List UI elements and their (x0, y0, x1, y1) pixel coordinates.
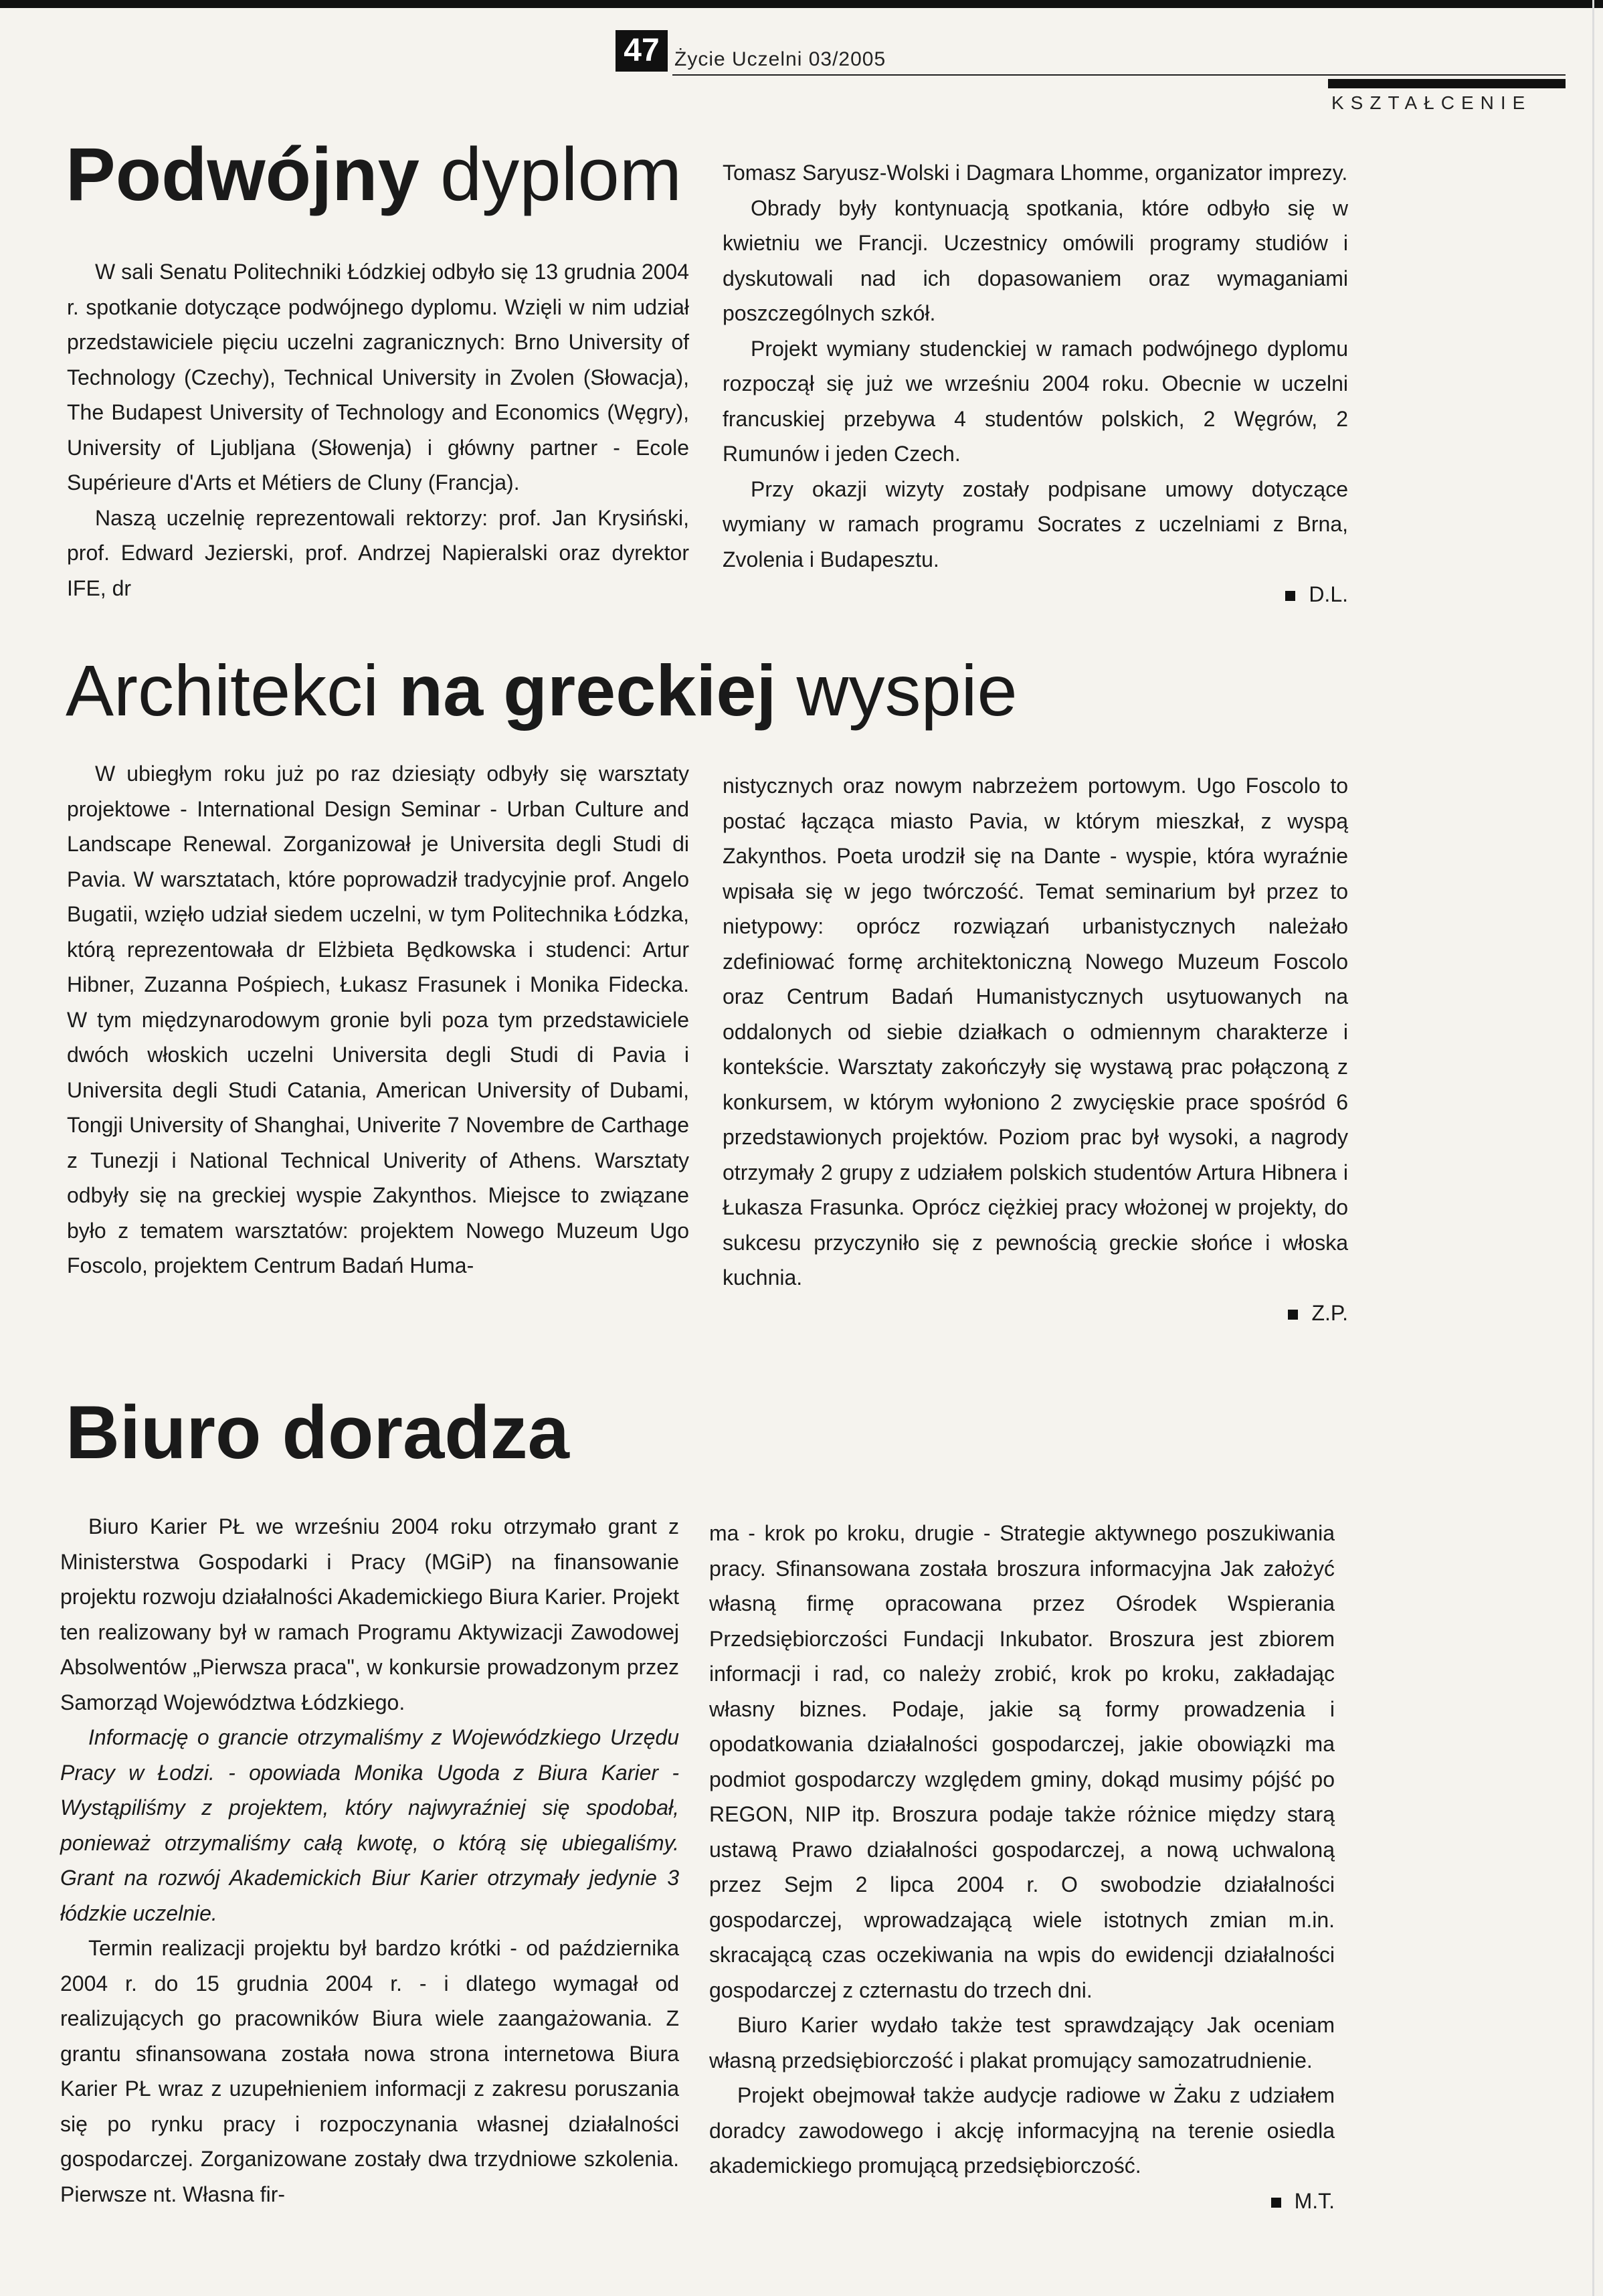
header-rule (672, 74, 1566, 76)
article3-signature: M.T. (709, 2184, 1335, 2219)
article3-paragraph: Termin realizacji projektu był bardzo krótki - od października 2004 r. do 15 grudnia 2004 r. - i dlatego wymagał od realizujących go pracowników Biura wiele zaangażowania. Z grantu sfinansowana została nowa strona internetowa Biura Karier PŁ wraz z uzupełnieniem informacji z zakresu poruszania się po rynku pracy i rozpoczynania własnej działalności gospodarczej. Zorganizowane zostały dwa trzydniowe szkolenia. Pierwsze nt. Własna fir- (60, 1936, 679, 2206)
article3-paragraph: Projekt obejmował także audycje radiowe w Żaku z udziałem doradcy zawodowego i akcję informacyjną na terenie osiedla akademickiego promującą przedsiębiorczość. (709, 2083, 1335, 2178)
article3-paragraph: Biuro Karier wydało także test sprawdzający Jak oceniam własną przedsiębiorczość i plakat promujący samozatrudnienie. (709, 2013, 1335, 2072)
article1-title-light: dyplom (440, 133, 682, 216)
article1-title (66, 133, 682, 216)
end-mark-square (1285, 591, 1295, 601)
article2-right-column (723, 768, 1348, 1330)
article1-paragraph: Tomasz Saryusz-Wolski i Dagmara Lhomme, organizator imprezy. (723, 161, 1348, 185)
article2-title-light: wyspie (796, 650, 1018, 731)
article3-paragraph: Biuro Karier PŁ we wrześniu 2004 roku otrzymało grant z Ministerstwa Gospodarki i Pracy (MGiP) na finansowanie projektu rozwoju działalności Akademickiego Biura Karier. Projekt ten realizowany był w ramach Programu Aktywizacji Zawodowej Absolwentów „Pierwsza praca", w konkursie prowadzonym przez Samorząd Województwa Łódzkiego. (60, 1514, 679, 1714)
article1-right-column (723, 155, 1348, 612)
article2-title-light: Architekci (66, 650, 379, 731)
article3-paragraph: Informację o grancie otrzymaliśmy z Wojewódzkiego Urzędu Pracy w Łodzi. - opowiada Monika Ugoda z Biura Karier - Wystąpiliśmy z projektem, który najwyraźniej się spodobał, ponieważ otrzymaliśmy całą kwotę, o którą się ubiegaliśmy. Grant na rozwój Akademickich Biur Karier otrzymały jedynie 3 łódzkie uczelnie. (60, 1725, 679, 1925)
section-bar (1328, 79, 1566, 88)
article1-left-column (67, 254, 689, 606)
end-mark-square (1288, 1310, 1298, 1320)
article2-title (66, 650, 1018, 731)
top-border (0, 0, 1603, 8)
page-edge (1592, 0, 1594, 2296)
page-number: 47 (616, 30, 668, 72)
article1-signature: D.L. (723, 577, 1348, 612)
section-label: KSZTAŁCENIE (1331, 92, 1532, 113)
article2-signature: Z.P. (723, 1296, 1348, 1331)
article1-title-bold: Podwójny (66, 133, 419, 216)
article3-paragraph: ma - krok po kroku, drugie - Strategie aktywnego poszukiwania pracy. Sfinansowana została broszura informacyjna Jak założyć własną firmę opracowana przez Ośrodek Wspierania Przedsiębiorczości Fundacji Inkubator. Broszura jest zbiorem informacji i rad, co należy zrobić, krok po kroku, zakładając własny biznes. Podaje, jakie są formy prowadzenia i opodatkowania działalności gospodarczej, jakie obowiązki ma podmiot gospodarczy względem gminy, dokąd musimy pójść po REGON, NIP itp. Broszura podaje także różnice między starą ustawą Prawo działalności gospodarczej, a nową uchwaloną przez Sejm 2 lipca 2004 r. O swobodzie działalności gospodarczej, wprowadzającą wiele istotnych zmian m.in. skracającą czas oczekiwania na wpis do ewidencji działalności gospodarczej z czternastu do trzech dni. (709, 1521, 1335, 2002)
article1-paragraph: Przy okazji wizyty zostały podpisane umowy dotyczące wymiany w ramach programu Socrates z uczelniami z Brna, Zvolenia i Budapesztu. (723, 476, 1348, 571)
end-mark-square (1271, 2198, 1281, 2208)
article2-title-bold: na greckiej (399, 650, 777, 731)
article1-paragraph: W sali Senatu Politechniki Łódzkiej odbyło się 13 grudnia 2004 r. spotkanie dotyczące podwójnego dyplomu. Wzięli w nim udział przedstawiciele pięciu uczelni zagranicznych: Brno University of Technology (Czechy), Technical University in Zvolen (Słowacja), The Budapest University of Technology and Economics (Węgry), University of Ljubljana (Słowenja) i główny partner - Ecole Supérieure d'Arts et Métiers de Cluny (Francja). (67, 260, 689, 495)
article3-right-column (709, 1516, 1335, 2218)
article2-paragraph: W ubiegłym roku już po raz dziesiąty odbyły się warsztaty projektowe - International Design Seminar - Urban Culture and Landscape Renewal. Zorganizował je Universita degli Studi di Pavia. W warsztatach, które poprowadził tradycyjnie prof. Angelo Bugatii, wzięło udział siedem uczelni, w tym Politechnika Łódzka, którą reprezentowała dr Elżbieta Będkowska i studenci: Artur Hibner, Zuzanna Pośpiech, Łukasz Frasunek i Monika Fidecka. W tym międzynarodowym gronie byli poza tym przedstawiciele dwóch włoskich uczelni Universita degli Studi di Pavia i Universita degli Studi Catania, American University of Dubami, Tongji University of Shanghai, Univerite 7 Novembre de Carthage z Tunezji i National Technical Univerity of Athens. Warsztaty odbyły się na greckiej wyspie Zakynthos. Miejsce to związane było z tematem warsztatów: projektem Nowego Muzeum Ugo Foscolo, projektem Centrum Badań Huma- (67, 762, 689, 1277)
article3-left-column (60, 1509, 679, 2212)
article1-paragraph: Projekt wymiany studenckiej w ramach podwójnego dyplomu rozpoczął się już we wrześniu 2004 roku. Obecnie w uczelni francuskiej przebywa 4 studentów polskich, 2 Węgrów, 2 Rumunów i jeden Czech. (723, 336, 1348, 466)
article2-left-column (67, 756, 689, 1284)
article3-title-bold: Biuro doradza (66, 1391, 569, 1474)
article2-paragraph: nistycznych oraz nowym nabrzeżem portowym. Ugo Foscolo to postać łącząca miasto Pavia, w którym mieszkał, z wyspą Zakynthos. Poeta urodził się na Dante - wyspie, która wyraźnie wpisała się w jego twórczość. Temat seminarium był przez to nietypowy: oprócz rozwiązań urbanistycznych należało zdefiniować formę architektoniczną Nowego Muzeum Foscolo oraz Centrum Badań Humanistycznych usytuowanych na oddalonych od siebie działkach o odmiennym charakterze i kontekście. Warsztaty zakończyły się wystawą prac połączoną z konkursem, w którym wyłoniono 2 zwycięskie prace spośród 6 przedstawionych projektów. Poziom prac był wysoki, a nagrody otrzymały 2 grupy z udziałem polskich studentów Artura Hibnera i Łukasza Frasunka. Oprócz ciężkiej pracy włożonej w projekty, do sukcesu przyczyniło się z pewnością greckie słońce i włoska kuchnia. (723, 774, 1348, 1290)
article1-paragraph: Obrady były kontynuacją spotkania, które odbyło się w kwietniu we Francji. Uczestnicy omówili programy studiów i dyskutowali nad ich dopasowaniem oraz wymaganiami poszczególnych szkół. (723, 195, 1348, 325)
running-title: Życie Uczelni 03/2005 (674, 48, 886, 70)
article3-title (66, 1391, 569, 1474)
article1-paragraph: Naszą uczelnię reprezentowali rektorzy: prof. Jan Krysiński, prof. Edward Jezierski, prof. Andrzej Napieralski oraz dyrektor IFE, dr (67, 505, 689, 600)
